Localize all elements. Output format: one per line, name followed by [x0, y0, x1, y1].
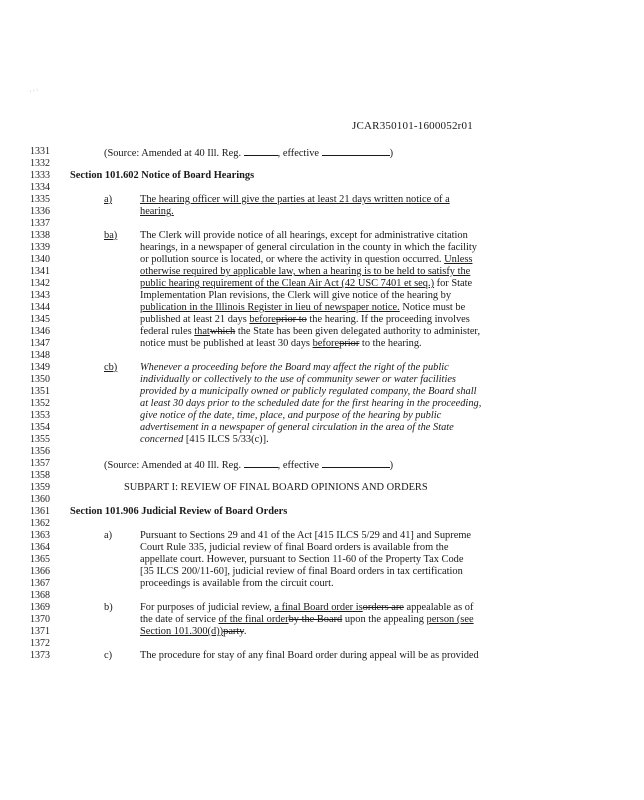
line-number: 1364 [30, 542, 50, 553]
paragraph-line: Whenever a proceeding before the Board may affect the right of the public [140, 362, 449, 373]
paragraph-line: The Clerk will provide notice of all hearings, except for administrative citation [140, 230, 468, 241]
text-run: the State has been given delegated authority to administer, [235, 326, 481, 337]
line-number: 1335 [30, 194, 50, 205]
paragraph-line [140, 338, 422, 350]
text-run: published at least 21 days [140, 314, 250, 325]
source-mid: , effective [277, 460, 322, 471]
paragraph-line: hearings, in a newspaper of general circulation in the county in which the facility [140, 242, 478, 253]
paragraph-line: [35 ILCS 200/11-60], judicial review of final Board orders in tax certification [140, 566, 463, 577]
paragraph-line [140, 602, 473, 614]
line-number: 1340 [30, 254, 50, 265]
paragraph-line [140, 278, 472, 290]
line-number: 1358 [30, 470, 50, 481]
source-note [104, 146, 393, 160]
deleted-text: which [209, 326, 236, 337]
line-number: 1363 [30, 530, 50, 541]
line-number: 1360 [30, 494, 50, 505]
line-number: 1331 [30, 146, 50, 157]
deleted-text: party [223, 626, 244, 637]
reg-blank [244, 458, 278, 468]
line-number: 1372 [30, 638, 50, 649]
inserted-text: public hearing requirement of the Clean Air Act (42 USC 7401 et seq.) [140, 278, 435, 289]
faint-scan-mark: ' ' ' [29, 87, 40, 98]
section-heading: Section 101.602 Notice of Board Hearings [70, 170, 255, 181]
label-text: cb) [104, 362, 118, 373]
text-run: the date of service [140, 614, 219, 625]
paragraph-line: at least 30 days prior to the scheduled date for the first hearing in the proceeding, [140, 398, 482, 409]
deleted-text: prior to [275, 314, 307, 325]
source-mid: , effective [277, 148, 322, 159]
line-number: 1343 [30, 290, 50, 301]
inserted-text: of the final order [218, 614, 289, 625]
inserted-text: that [194, 326, 210, 337]
source-prefix: (Source: Amended at 40 Ill. Reg. [104, 460, 244, 471]
line-number: 1362 [30, 518, 50, 529]
subpart-heading: SUBPART I: REVIEW OF FINAL BOARD OPINIONS AND ORDERS [124, 482, 428, 493]
line-number: 1355 [30, 434, 50, 445]
paragraph-line: The hearing officer will give the parties at least 21 days written notice of a [140, 194, 450, 205]
subsection-label [104, 362, 117, 374]
line-number: 1366 [30, 566, 50, 577]
subsection-label: b) [104, 602, 113, 613]
text-run: the hearing. If the proceeding involves [306, 314, 470, 325]
text-run: or pollution source is located, or where the activity in question occurred. [140, 254, 442, 265]
paragraph-line: Court Rule 335, judicial review of final Board orders is available from the [140, 542, 449, 553]
inserted-text: order is [331, 602, 363, 613]
inserted-text: Section 101.300(d)) [140, 626, 224, 637]
paragraph-line: The procedure for stay of any final Board order during appeal will be as provided [140, 650, 479, 661]
line-number: 1342 [30, 278, 50, 289]
label-text: ba) [104, 230, 118, 241]
line-number: 1339 [30, 242, 50, 253]
inserted-text: Unless [444, 254, 473, 265]
line-number: 1350 [30, 374, 50, 385]
text-run: appealable as of [403, 602, 474, 613]
paragraph-line [140, 302, 465, 314]
paragraph-line: advertisement in a newspaper of general circulation in the area of the State [140, 422, 454, 433]
text-run: notice must be published at least 30 days [140, 338, 313, 349]
paragraph-line [140, 326, 480, 338]
line-number: 1361 [30, 506, 50, 517]
text-run: for State [434, 278, 473, 289]
inserted-text: person (see [426, 614, 474, 625]
text-run: For purposes of judicial review, [140, 602, 275, 613]
paragraph-line: Implementation Plan revisions, the Clerk will give notice of the hearing by [140, 290, 452, 301]
effective-blank [322, 146, 390, 156]
line-number: 1337 [30, 218, 50, 229]
line-number: 1359 [30, 482, 50, 493]
reg-blank [244, 146, 278, 156]
line-number: 1369 [30, 602, 50, 613]
subsection-label: a) [104, 530, 113, 541]
source-note [104, 458, 393, 472]
line-number: 1333 [30, 170, 50, 181]
text-run: Notice must be [399, 302, 466, 313]
line-number: 1349 [30, 362, 50, 373]
source-end: ) [389, 148, 394, 159]
line-number: 1352 [30, 398, 50, 409]
paragraph-line [140, 314, 470, 326]
deleted-text: orders are [362, 602, 404, 613]
paragraph-line: provided by a municipally owned or publicly regulated company, the Board shall [140, 386, 477, 397]
paragraph-line: otherwise required by applicable law, when a hearing is to be held to satisfy the [140, 266, 471, 277]
text-run: concerned [140, 434, 184, 445]
line-number: 1357 [30, 458, 50, 469]
line-number: 1336 [30, 206, 50, 217]
paragraph-line: appellate court. However, pursuant to Section 11-60 of the Property Tax Code [140, 554, 464, 565]
paragraph-line [140, 614, 474, 626]
text-run: upon the appealing [342, 614, 427, 625]
paragraph-line [140, 254, 472, 266]
deleted-text: prior [339, 338, 360, 349]
document-code: JCAR350101-1600052r01 [352, 120, 473, 132]
paragraph-line: give notice of the date, time, place, and purpose of the hearing by public [140, 410, 442, 421]
line-number: 1351 [30, 386, 50, 397]
citation: [415 ILCS 5/33(c)]. [183, 434, 269, 445]
effective-blank [322, 458, 390, 468]
line-number: 1334 [30, 182, 50, 193]
source-prefix: (Source: Amended at 40 Ill. Reg. [104, 148, 244, 159]
line-number: 1365 [30, 554, 50, 565]
line-number: 1353 [30, 410, 50, 421]
paragraph-line: individually or collectively to the use of community sewer or water facilities [140, 374, 456, 385]
line-number: 1347 [30, 338, 50, 349]
line-number: 1345 [30, 314, 50, 325]
line-number: 1354 [30, 422, 50, 433]
section-heading: Section 101.906 Judicial Review of Board Orders [70, 506, 288, 517]
line-number: 1346 [30, 326, 50, 337]
text-run: . [243, 626, 247, 637]
inserted-text: a final Board [274, 602, 332, 613]
line-number: 1356 [30, 446, 50, 457]
subsection-label [104, 230, 117, 242]
source-end: ) [389, 460, 394, 471]
line-number: 1344 [30, 302, 50, 313]
paragraph-line [140, 434, 269, 446]
line-number: 1373 [30, 650, 50, 661]
line-number: 1367 [30, 578, 50, 589]
line-number: 1370 [30, 614, 50, 625]
paragraph-line: hearing. [140, 206, 174, 217]
inserted-text: before [312, 338, 340, 349]
inserted-text: publication in the Illinois Register in lieu of newspaper notice. [140, 302, 400, 313]
paragraph-line: Pursuant to Sections 29 and 41 of the Act [415 ILCS 5/29 and 41] and Supreme [140, 530, 472, 541]
line-number: 1338 [30, 230, 50, 241]
subsection-label: a) [104, 194, 113, 205]
line-number: 1341 [30, 266, 50, 277]
subsection-label: c) [104, 650, 113, 661]
line-number: 1368 [30, 590, 50, 601]
text-run: federal rules [140, 326, 195, 337]
text-run: to the hearing. [359, 338, 422, 349]
line-number: 1348 [30, 350, 50, 361]
line-number: 1371 [30, 626, 50, 637]
paragraph-line: proceedings is available from the circuit court. [140, 578, 334, 589]
line-number: 1332 [30, 158, 50, 169]
paragraph-line [140, 626, 246, 638]
inserted-text: before [249, 314, 276, 325]
deleted-text: by the Board [288, 614, 343, 625]
